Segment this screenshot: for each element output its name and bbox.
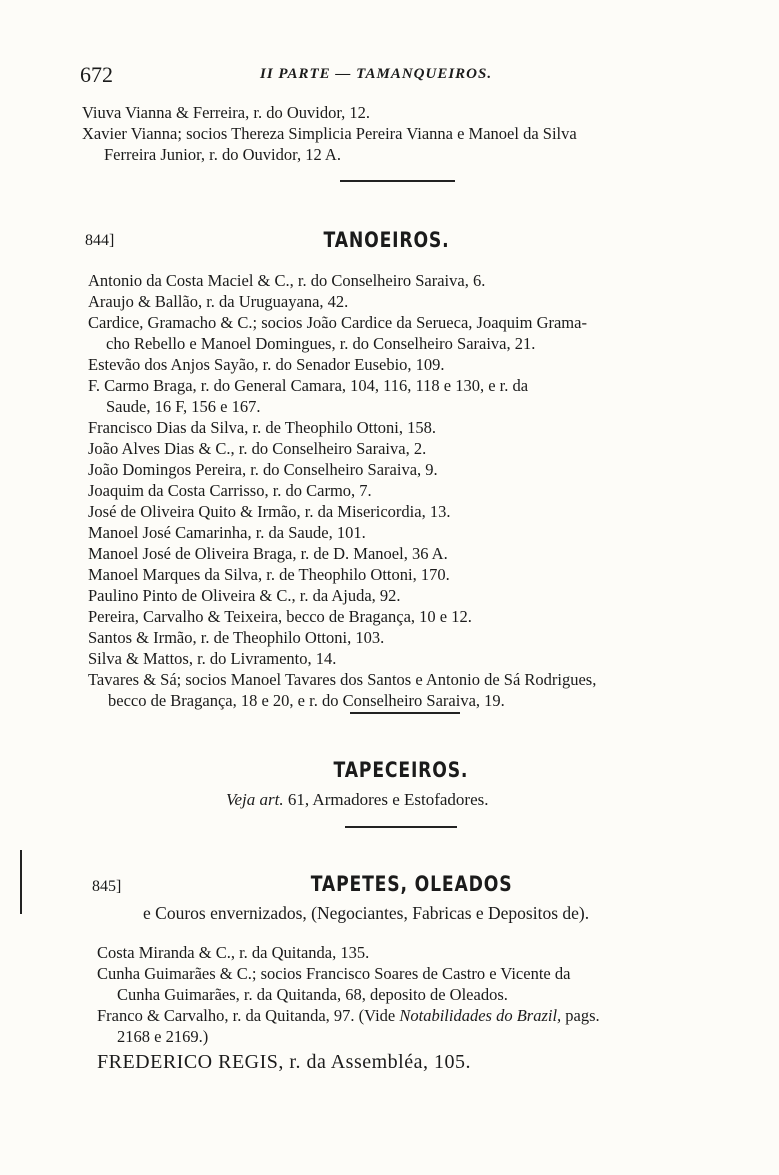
listing-entry: Viuva Vianna & Ferreira, r. do Ouvidor, 12. (82, 103, 371, 122)
section-title: TAPECEIROS. (333, 758, 469, 782)
cross-reference (226, 790, 489, 810)
listing-entry: Francisco Dias da Silva, r. de Theophilo Ottoni, 158. (88, 418, 436, 437)
listing-entry: Manoel José de Oliveira Braga, r. de D. Manoel, 36 A. (88, 544, 448, 563)
listing-entry: José de Oliveira Quito & Irmão, r. da Misericordia, 13. (88, 502, 451, 521)
listing-entry: Tavares & Sá; socios Manoel Tavares dos Santos e Antonio de Sá Rodrigues, (88, 670, 597, 689)
section-divider (340, 180, 455, 182)
listing-entry: Joaquim da Costa Carrisso, r. do Carmo, 7. (88, 481, 372, 500)
listing-entry-continuation: Ferreira Junior, r. do Ouvidor, 12 A. (104, 145, 341, 164)
listing-entry: Araujo & Ballão, r. da Uruguayana, 42. (88, 292, 349, 311)
section-title: TAPETES, OLEADOS (310, 872, 513, 896)
listing-entry: FREDERICO REGIS, r. da Assembléa, 105. (97, 1051, 471, 1073)
entry-italic-reference: Notabilidades do Brazil, (399, 1006, 562, 1025)
listing-entry: Silva & Mattos, r. do Livramento, 14. (88, 649, 337, 668)
listing-entry: Cardice, Gramacho & C.; socios João Cardice da Serueca, Joaquim Grama- (88, 313, 587, 332)
entry-text: Franco & Carvalho, r. da Quitanda, 97. (Vide (97, 1006, 396, 1025)
page-number: 672 (80, 62, 113, 87)
listing-entry: Estevão dos Anjos Sayão, r. do Senador Eusebio, 109. (88, 355, 445, 374)
section-number: 844] (85, 232, 115, 249)
listing-entry: João Alves Dias & C., r. do Conselheiro Saraiva, 2. (88, 439, 427, 458)
listing-entry-continuation: cho Rebello e Manoel Domingues, r. do Conselheiro Saraiva, 21. (106, 334, 536, 353)
running-head: II PARTE — TAMANQUEIROS. (260, 66, 493, 82)
section-subtitle: e Couros envernizados, (Negociantes, Fabricas e Depositos de). (143, 903, 590, 923)
entry-text-end: pags. (565, 1006, 600, 1025)
margin-mark (20, 850, 22, 914)
listing-entry: Costa Miranda & C., r. da Quitanda, 135. (97, 943, 370, 962)
listing-entry-continuation: 2168 e 2169.) (117, 1027, 209, 1046)
cross-reference-target: 61, Armadores e Estofadores. (287, 790, 489, 809)
section-divider (350, 712, 460, 714)
listing-entry-continuation: Saude, 16 F, 156 e 167. (106, 397, 261, 416)
page-header (80, 62, 720, 86)
listing-entry: Cunha Guimarães & C.; socios Francisco Soares de Castro e Vicente da (97, 964, 571, 983)
listing-entry: Pereira, Carvalho & Teixeira, becco de Bragança, 10 e 12. (88, 607, 472, 626)
listing-entry: Xavier Vianna; socios Thereza Simplicia Pereira Vianna e Manoel da Silva (82, 124, 577, 143)
listing-entry: Antonio da Costa Maciel & C., r. do Conselheiro Saraiva, 6. (88, 271, 486, 290)
listing-entry: Santos & Irmão, r. de Theophilo Ottoni, 103. (88, 628, 385, 647)
listing-entry: Manoel Marques da Silva, r. de Theophilo Ottoni, 170. (88, 565, 450, 584)
section-title: TANOEIROS. (323, 228, 450, 252)
listing-entry-continuation: Cunha Guimarães, r. da Quitanda, 68, deposito de Oleados. (117, 985, 508, 1004)
listing-entry-continuation: becco de Bragança, 18 e 20, e r. do Conselheiro Saraiva, 19. (108, 691, 505, 710)
section-number: 845] (92, 878, 122, 895)
cross-reference-prefix: Veja art. (226, 790, 284, 809)
listing-entry: F. Carmo Braga, r. do General Camara, 104, 116, 118 e 130, e r. da (88, 376, 529, 395)
section-divider (345, 826, 457, 828)
listing-entry (97, 1006, 600, 1026)
listing-entry: João Domingos Pereira, r. do Conselheiro Saraiva, 9. (88, 460, 438, 479)
listing-entry: Manoel José Camarinha, r. da Saude, 101. (88, 523, 366, 542)
listing-entry: Paulino Pinto de Oliveira & C., r. da Ajuda, 92. (88, 586, 401, 605)
